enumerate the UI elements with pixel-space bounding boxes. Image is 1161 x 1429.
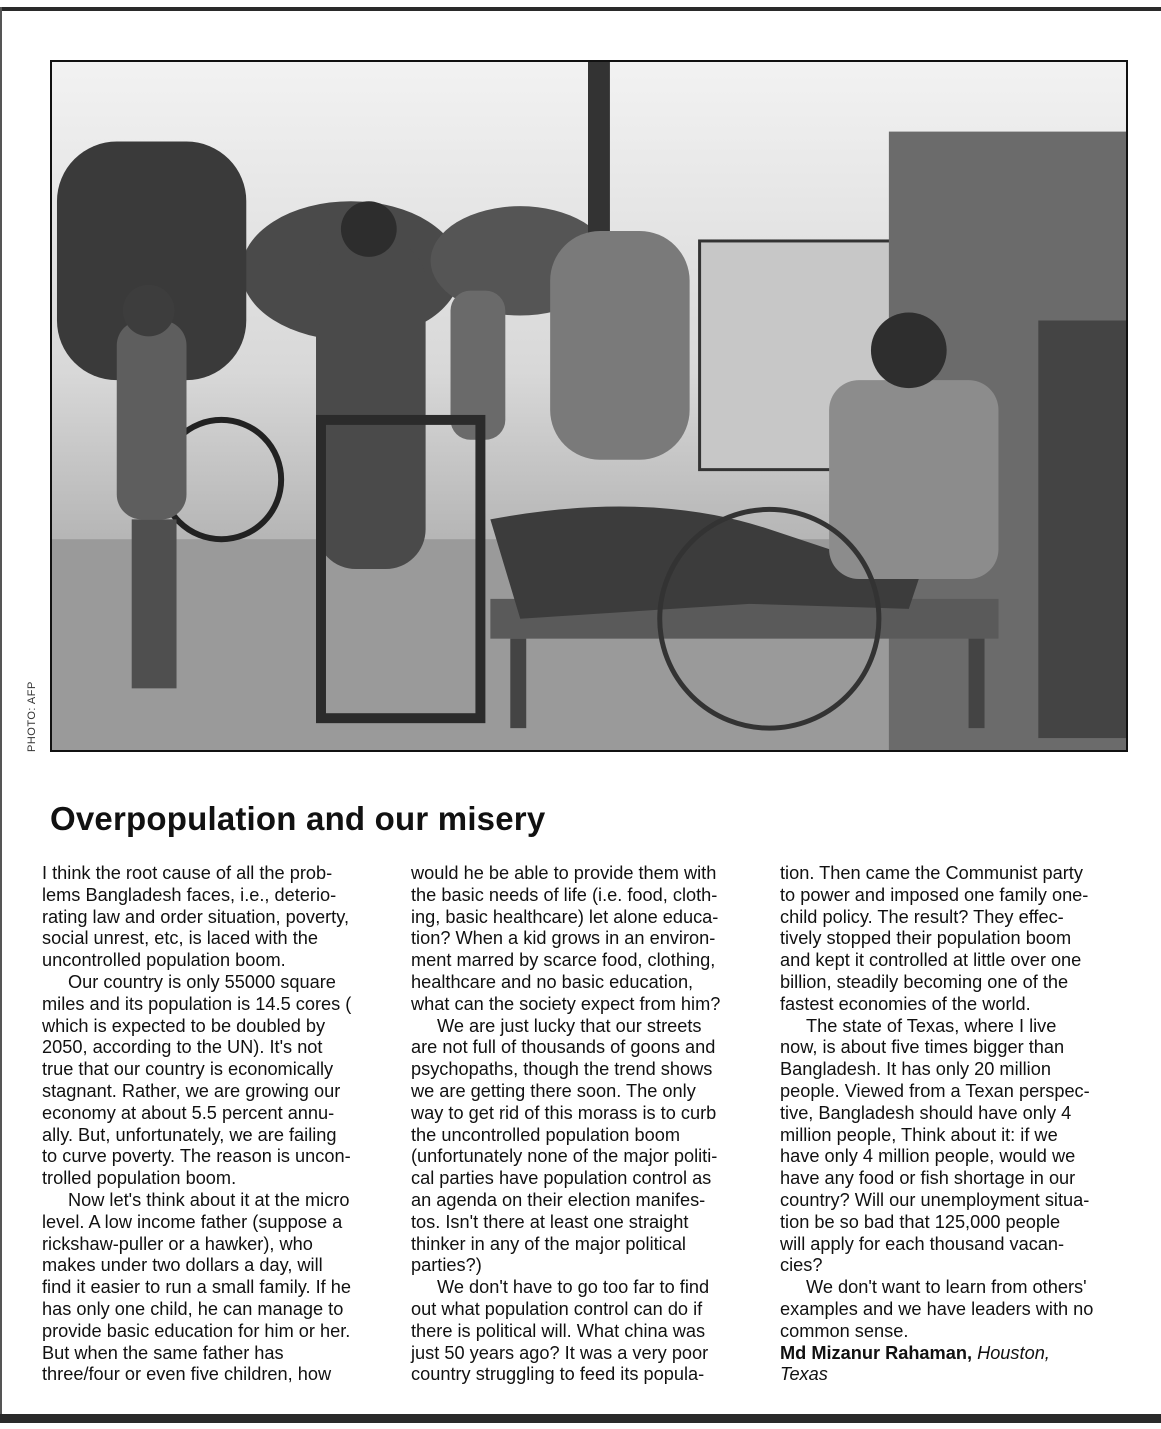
article-line: the basic needs of life (i.e. food, cloth-: [411, 884, 718, 905]
article-line: find it easier to run a small family. If he: [42, 1277, 351, 1298]
article-line: way to get rid of this morass is to curb: [411, 1102, 717, 1123]
article-line: would he be able to provide them with: [411, 863, 717, 883]
shack-screen: [1038, 320, 1126, 738]
article-line: country struggling to feed its popula-: [411, 1364, 705, 1385]
bottom-rule: [0, 1414, 1161, 1423]
text-column-1: [42, 863, 387, 1386]
article-line: country? Will our unemployment situa-: [780, 1189, 1090, 1210]
article-line: and kept it controlled at little over one: [780, 950, 1082, 971]
article-line: miles and its population is 14.5 cores (: [42, 993, 352, 1014]
article-line: tion. Then came the Communist party: [780, 863, 1083, 883]
article-line: have only 4 million people, would we: [780, 1146, 1076, 1167]
article-line: million people, Think about it: if we: [780, 1124, 1058, 1145]
child-legs: [132, 519, 177, 688]
left-rule: [0, 7, 2, 1417]
article-line: now, is about five times bigger than: [780, 1037, 1065, 1058]
article-line: We are just lucky that our streets: [437, 1015, 702, 1036]
article-line: we are getting there soon. The only: [411, 1080, 696, 1101]
article-line: social unrest, etc, is laced with the: [42, 928, 318, 949]
article-line: ment marred by scarce food, clothing,: [411, 950, 716, 971]
article-line: lems Bangladesh faces, i.e., deterio-: [42, 884, 337, 905]
article-line: people. Viewed from a Texan perspec-: [780, 1080, 1090, 1101]
article-line: We don't want to learn from others': [806, 1277, 1087, 1298]
article-line: will apply for each thousand vacan-: [780, 1233, 1065, 1254]
author-name: Md Mizanur Rahaman,: [780, 1342, 972, 1363]
article-line: an agenda on their election manifes-: [411, 1189, 706, 1210]
article-line: what can the society expect from him?: [411, 993, 721, 1014]
article-line: true that our country is economically: [42, 1059, 334, 1080]
child-figure: [117, 320, 187, 519]
article-line: ing, basic healthcare) let alone educa-: [411, 906, 719, 927]
article-line: psychopaths, though the trend shows: [411, 1059, 713, 1080]
article-line: tos. Isn't there at least one straight: [411, 1211, 689, 1232]
article-line: cal parties have population control as: [411, 1168, 712, 1189]
article-line: just 50 years ago? It was a very poor: [411, 1342, 709, 1363]
author-location-continued: Texas: [780, 1364, 828, 1385]
article-line: But when the same father has: [42, 1342, 284, 1363]
article-line: cies?: [780, 1255, 823, 1276]
article-line: tive, Bangladesh should have only 4: [780, 1102, 1072, 1123]
article-line: level. A low income father (suppose a: [42, 1211, 343, 1232]
article-line: ally. But, unfortunately, we are failing: [42, 1124, 337, 1145]
article-line: tion? When a kid grows in an environ-: [411, 928, 716, 949]
article-line: billion, steadily becoming one of the: [780, 971, 1069, 992]
text-column-2: [411, 863, 756, 1386]
article-line: stagnant. Rather, we are growing our: [42, 1080, 341, 1101]
article-line: Bangladesh. It has only 20 million: [780, 1059, 1051, 1080]
article-line: rating law and order situation, poverty,: [42, 906, 349, 927]
article-line: 2050, according to the UN). It's not: [42, 1037, 323, 1058]
headline: Overpopulation and our misery: [50, 800, 546, 837]
article-line: parties?): [411, 1255, 482, 1276]
article-line: uncontrolled population boom.: [42, 950, 286, 971]
seated-man-head: [871, 313, 947, 389]
top-rule: [0, 7, 1161, 11]
article-line: rickshaw-puller or a hawker), who: [42, 1233, 313, 1254]
signature-line: [780, 1343, 1125, 1365]
article-line: out what population control can do if: [411, 1298, 703, 1319]
article-line: thinker in any of the major political: [411, 1233, 686, 1254]
article-line: are not full of thousands of goons and: [411, 1037, 716, 1058]
article-line: which is expected to be doubled by: [42, 1015, 326, 1036]
article-line: tion be so bad that 125,000 people: [780, 1211, 1061, 1232]
article-line: The state of Texas, where I live: [806, 1015, 1057, 1036]
woman-head: [341, 201, 397, 257]
article-line: Now let's think about it at the micro: [68, 1189, 350, 1210]
article-line: Our country is only 55000 square: [68, 971, 336, 992]
article-line: trolled population boom.: [42, 1168, 237, 1189]
article-line: makes under two dollars a day, will: [42, 1255, 323, 1276]
woman-figure: [316, 241, 426, 569]
mother-with-child-figure: [550, 231, 689, 460]
article-line: We don't have to go too far to find: [437, 1277, 710, 1298]
photo-illustration: [52, 62, 1126, 750]
article-line: common sense.: [780, 1320, 909, 1341]
author-location: Houston,: [977, 1342, 1050, 1363]
article-line: have any food or fish shortage in our: [780, 1168, 1076, 1189]
article-line: to power and imposed one family one-: [780, 884, 1089, 905]
article-line: examples and we have leaders with no: [780, 1298, 1094, 1319]
text-column-3: [780, 863, 1125, 1386]
article-line: has only one child, he can manage to: [42, 1298, 344, 1319]
article-line: I think the root cause of all the prob-: [42, 863, 333, 883]
article-line: tively stopped their population boom: [780, 928, 1072, 949]
article-line: provide basic education for him or her.: [42, 1320, 351, 1341]
photo-credit: PHOTO: AFP: [26, 681, 38, 752]
article-line: (unfortunately none of the major politi-: [411, 1146, 718, 1167]
article-line: economy at about 5.5 percent annu-: [42, 1102, 335, 1123]
article-line: three/four or even five children, how: [42, 1364, 332, 1385]
article-line: the uncontrolled population boom: [411, 1124, 680, 1145]
article-line: to curve poverty. The reason is uncon-: [42, 1146, 351, 1167]
column-3-lines: [780, 863, 1125, 1343]
article-line: fastest economies of the world.: [780, 993, 1031, 1014]
news-photo: [50, 60, 1128, 752]
cot-leg: [969, 639, 985, 728]
article-line: healthcare and no basic education,: [411, 971, 694, 992]
child-head: [123, 285, 175, 337]
cot-leg: [510, 639, 526, 728]
article-line: child policy. The result? They effec-: [780, 906, 1064, 927]
article-line: there is political will. What china was: [411, 1320, 706, 1341]
